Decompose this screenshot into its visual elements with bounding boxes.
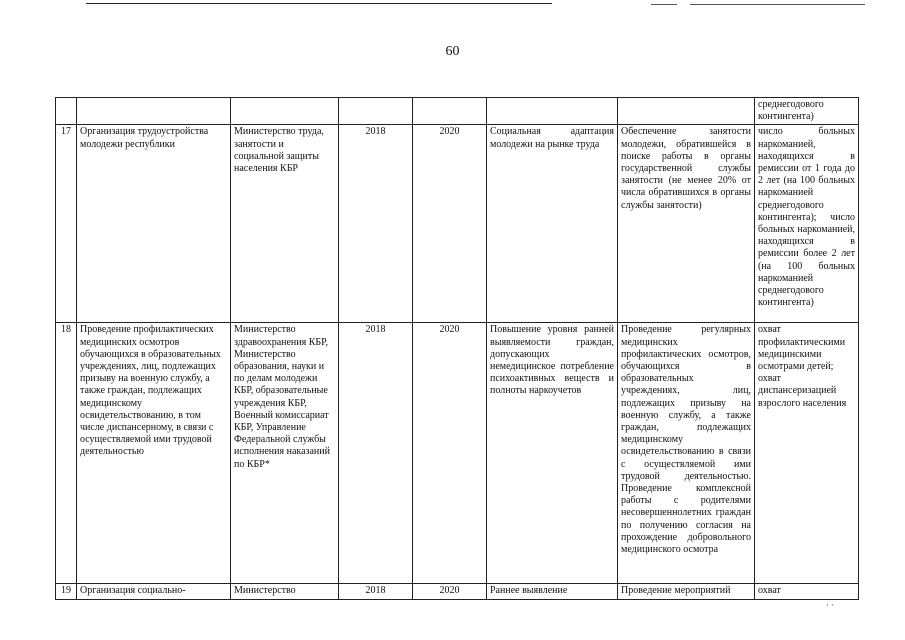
executor: Министерство xyxy=(231,584,339,599)
table-row xyxy=(56,125,859,323)
measure-name: Организация трудоустройства молодежи республики xyxy=(77,125,231,323)
indicator: число больных наркоманией, находящихся в ремиссии от 1 года до 2 лет (на 100 больных наркоманией среднегодового контингента); число больных наркоманией, находящихся в ремиссии более 2 лет (на 100 больных наркоманией среднегодового контингента) xyxy=(755,125,859,323)
header-rule-mid xyxy=(651,4,677,5)
measure-name xyxy=(77,98,231,125)
executor xyxy=(231,98,339,125)
header-rule-right xyxy=(690,4,865,5)
expected-result xyxy=(487,98,618,125)
table-row xyxy=(56,584,859,599)
measure-content: Обеспечение занятости молодежи, обратившейся в поиске работы в органы государственной службы занятости (не менее 20% от числа обратившихся в органы службы занятости) xyxy=(618,125,755,323)
measure-name: Организация социально- xyxy=(77,584,231,599)
row-number: 18 xyxy=(56,323,77,584)
table-row xyxy=(56,98,859,125)
expected-result: Раннее выявление xyxy=(487,584,618,599)
row-number xyxy=(56,98,77,125)
executor: Министерство труда, занятости и социальной защиты населения КБР xyxy=(231,125,339,323)
header-rule-left xyxy=(86,3,552,4)
expected-result: Повышение уровня ранней выявляемости граждан, допускающих немедицинское потребление психоактивных веществ и полноты наркоучетов xyxy=(487,323,618,584)
start-year: 2018 xyxy=(339,584,413,599)
end-year: 2020 xyxy=(413,125,487,323)
expected-result: Социальная адаптация молодежи на рынке труда xyxy=(487,125,618,323)
page-number: 60 xyxy=(445,44,460,59)
table-row xyxy=(56,323,859,584)
measure-content xyxy=(618,98,755,125)
indicator: охват профилактическими медицинскими осмотрами детей; охват диспансеризацией взрослого населения xyxy=(755,323,859,584)
indicator: охват xyxy=(755,584,859,599)
row-number: 17 xyxy=(56,125,77,323)
row-number: 19 xyxy=(56,584,77,599)
end-year: 2020 xyxy=(413,584,487,599)
scan-marks: · · xyxy=(826,600,835,610)
executor: Министерство здравоохранения КБР, Министерство образования, науки и по делам молодежи КБР, образовательные учреждения КБР, Военный комиссариат КБР, Управление Федеральной службы исполнения наказаний по КБР* xyxy=(231,323,339,584)
measure-content: Проведение мероприятий xyxy=(618,584,755,599)
end-year: 2020 xyxy=(413,323,487,584)
measure-content: Проведение регулярных медицинских профилактических осмотров, обучающихся в образовательных учреждениях, лиц, подлежащих призыву на военную службу, а также граждан, подлежащих медицинскому освидетельствованию в связи с осуществляемой ими трудовой деятельностью. Проведение комплексной работы с родителями несовершеннолетних граждан по получению согласия на прохождение добровольного медицинского осмотра xyxy=(618,323,755,584)
start-year: 2018 xyxy=(339,323,413,584)
measure-name: Проведение профилактических медицинских осмотров обучающихся в образовательных учреждениях, лиц, подлежащих призыву на военную службу, а также граждан, подлежащих медицинскому освидетельствованию, в том числе диспансерному, в связи с осуществляемой ими трудовой деятельностью xyxy=(77,323,231,584)
measures-table xyxy=(55,97,859,600)
end-year xyxy=(413,98,487,125)
start-year: 2018 xyxy=(339,125,413,323)
start-year xyxy=(339,98,413,125)
indicator: среднегодового контингента) xyxy=(755,98,859,125)
